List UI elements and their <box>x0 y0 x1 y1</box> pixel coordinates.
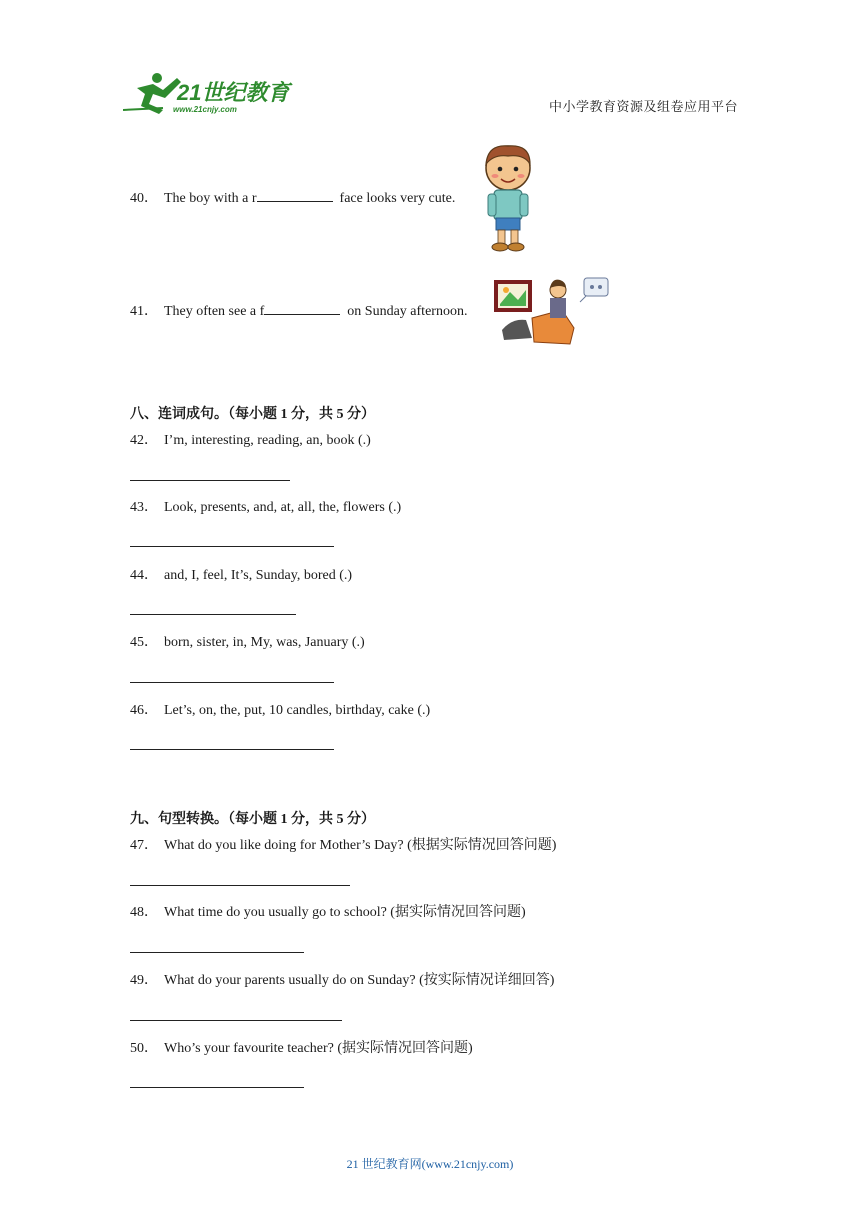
movie-theater-icon <box>492 272 612 346</box>
question-text: Let’s, on, the, put, 10 candles, birthday, cake (.) <box>164 703 431 718</box>
answer-line[interactable] <box>130 480 290 481</box>
logo-url: www.21cnjy.com <box>173 105 237 114</box>
question-number: 42． <box>130 433 158 448</box>
question-40 <box>130 189 455 208</box>
answer-line[interactable] <box>130 682 334 683</box>
question-number: 41． <box>130 304 158 319</box>
question-46 <box>130 702 430 720</box>
question-text: and, I, feel, It’s, Sunday, bored (.) <box>164 568 353 583</box>
question-text: What do your parents usually do on Sunday? (按实际情况详细回答) <box>164 973 555 988</box>
question-44 <box>130 567 352 585</box>
question-text-before: The boy with a r <box>164 191 257 206</box>
question-48 <box>130 904 526 922</box>
question-text-after: on Sunday afternoon. <box>347 304 468 319</box>
logo-title: 21世纪教育 <box>177 80 290 105</box>
fill-blank[interactable] <box>264 302 340 315</box>
question-49 <box>130 972 554 990</box>
question-number: 44． <box>130 568 158 583</box>
question-41 <box>130 302 467 321</box>
boy-icon <box>478 142 538 252</box>
question-text: Who’s your favourite teacher? (据实际情况回答问题) <box>164 1041 473 1056</box>
question-number: 47． <box>130 838 158 853</box>
question-50 <box>130 1040 473 1058</box>
footer-link[interactable]: 21 世纪教育网(www.21cnjy.com) <box>346 1157 514 1171</box>
question-text: born, sister, in, My, was, January (.) <box>164 635 365 650</box>
question-number: 43． <box>130 500 158 515</box>
question-number: 48． <box>130 905 158 920</box>
question-number: 50． <box>130 1041 158 1056</box>
question-43 <box>130 499 401 517</box>
question-text-before: They often see a f <box>164 304 265 319</box>
cinema-illustration <box>492 272 612 346</box>
question-42 <box>130 432 371 450</box>
fill-blank[interactable] <box>257 189 333 202</box>
question-number: 46． <box>130 703 158 718</box>
question-number: 40． <box>130 191 158 206</box>
answer-line[interactable] <box>130 614 296 615</box>
question-text-after: face looks very cute. <box>339 191 456 206</box>
question-number: 49． <box>130 973 158 988</box>
question-47 <box>130 837 556 855</box>
question-text: I’m, interesting, reading, an, book (.) <box>164 433 371 448</box>
answer-line[interactable] <box>130 885 350 886</box>
answer-line[interactable] <box>130 546 334 547</box>
answer-line[interactable] <box>130 1087 304 1088</box>
runner-logo-icon <box>123 70 293 116</box>
section-9-title: 九、句型转换。（每小题 1 分，共 5 分） <box>130 812 375 827</box>
boy-illustration <box>478 142 538 252</box>
section-8-title: 八、连词成句。（每小题 1 分，共 5 分） <box>130 407 375 422</box>
answer-line[interactable] <box>130 749 334 750</box>
header-tagline: 中小学教育资源及组卷应用平台 <box>549 99 739 114</box>
question-45 <box>130 634 365 652</box>
answer-line[interactable] <box>130 952 304 953</box>
question-number: 45． <box>130 635 158 650</box>
question-text: Look, presents, and, at, all, the, flowers (.) <box>164 500 402 515</box>
question-text: What do you like doing for Mother’s Day? (根据实际情况回答问题) <box>164 838 557 853</box>
answer-line[interactable] <box>130 1020 342 1021</box>
question-text: What time do you usually go to school? (据实际情况回答问题) <box>164 905 526 920</box>
site-logo <box>123 70 293 116</box>
